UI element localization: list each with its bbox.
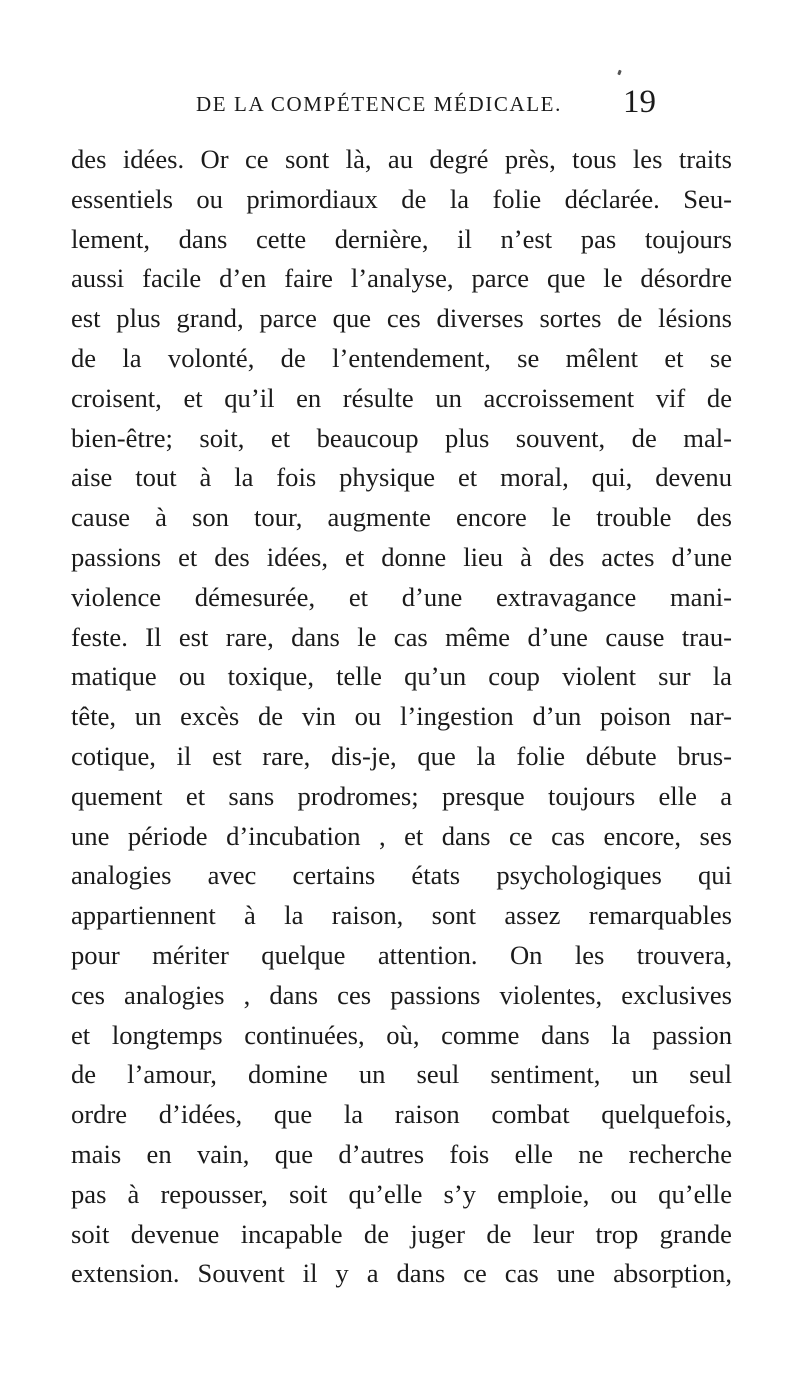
text-line: tête, un excès de vin ou l’ingestion d’un poison nar- xyxy=(71,701,732,732)
running-title: DE LA COMPÉTENCE MÉDICALE. xyxy=(196,92,562,116)
text-line: lement, dans cette dernière, il n’est pas toujours xyxy=(71,223,732,254)
text-line: cotique, il est rare, dis-je, que la folie débute brus- xyxy=(71,740,732,771)
text-line: matique ou toxique, telle qu’un coup violent sur la xyxy=(71,661,732,692)
text-line: croisent, et qu’il en résulte un accroissement vif de xyxy=(71,382,732,413)
text-line: aussi facile d’en faire l’analyse, parce que le désordre xyxy=(71,263,732,294)
text-line: une période d’incubation , et dans ce cas encore, ses xyxy=(71,820,732,851)
text-line: pour mériter quelque attention. On les trouvera, xyxy=(71,939,732,970)
text-line: pas à repousser, soit qu’elle s’y emploie, ou qu’elle xyxy=(71,1178,732,1209)
text-line: feste. Il est rare, dans le cas même d’une cause trau- xyxy=(71,621,732,652)
text-line: extension. Souvent il y a dans ce cas une absorption, xyxy=(71,1258,732,1289)
text-line: appartiennent à la raison, sont assez remarquables xyxy=(71,900,732,931)
page-header xyxy=(196,84,656,124)
text-line: cause à son tour, augmente encore le trouble des xyxy=(71,502,732,533)
text-line: essentiels ou primordiaux de la folie déclarée. Seu- xyxy=(71,183,732,214)
text-line: des idées. Or ce sont là, au degré près, tous les traits xyxy=(71,144,732,174)
text-line: de l’amour, domine un seul sentiment, un seul xyxy=(71,1059,732,1090)
body-text xyxy=(71,140,732,1294)
text-line: soit devenue incapable de juger de leur trop grande xyxy=(71,1218,732,1249)
text-line: mais en vain, que d’autres fois elle ne recherche xyxy=(71,1138,732,1169)
page-number: 19 xyxy=(623,84,656,120)
text-line: ordre d’idées, que la raison combat quelquefois, xyxy=(71,1099,732,1130)
ink-speck xyxy=(617,70,622,76)
text-line: violence démesurée, et d’une extravagance mani- xyxy=(71,581,732,612)
text-line: ces analogies , dans ces passions violentes, exclusives xyxy=(71,979,732,1010)
text-line: bien-être; soit, et beaucoup plus souvent, de mal- xyxy=(71,422,732,453)
text-line: aise tout à la fois physique et moral, qui, devenu xyxy=(71,462,732,493)
text-line: et longtemps continuées, où, comme dans la passion xyxy=(71,1019,732,1050)
text-line: passions et des idées, et donne lieu à des actes d’une xyxy=(71,541,732,572)
text-line: quement et sans prodromes; presque toujours elle a xyxy=(71,780,732,811)
text-line: est plus grand, parce que ces diverses sortes de lésions xyxy=(71,303,732,334)
text-line: de la volonté, de l’entendement, se mêlent et se xyxy=(71,342,732,373)
text-line: analogies avec certains états psychologiques qui xyxy=(71,860,732,891)
